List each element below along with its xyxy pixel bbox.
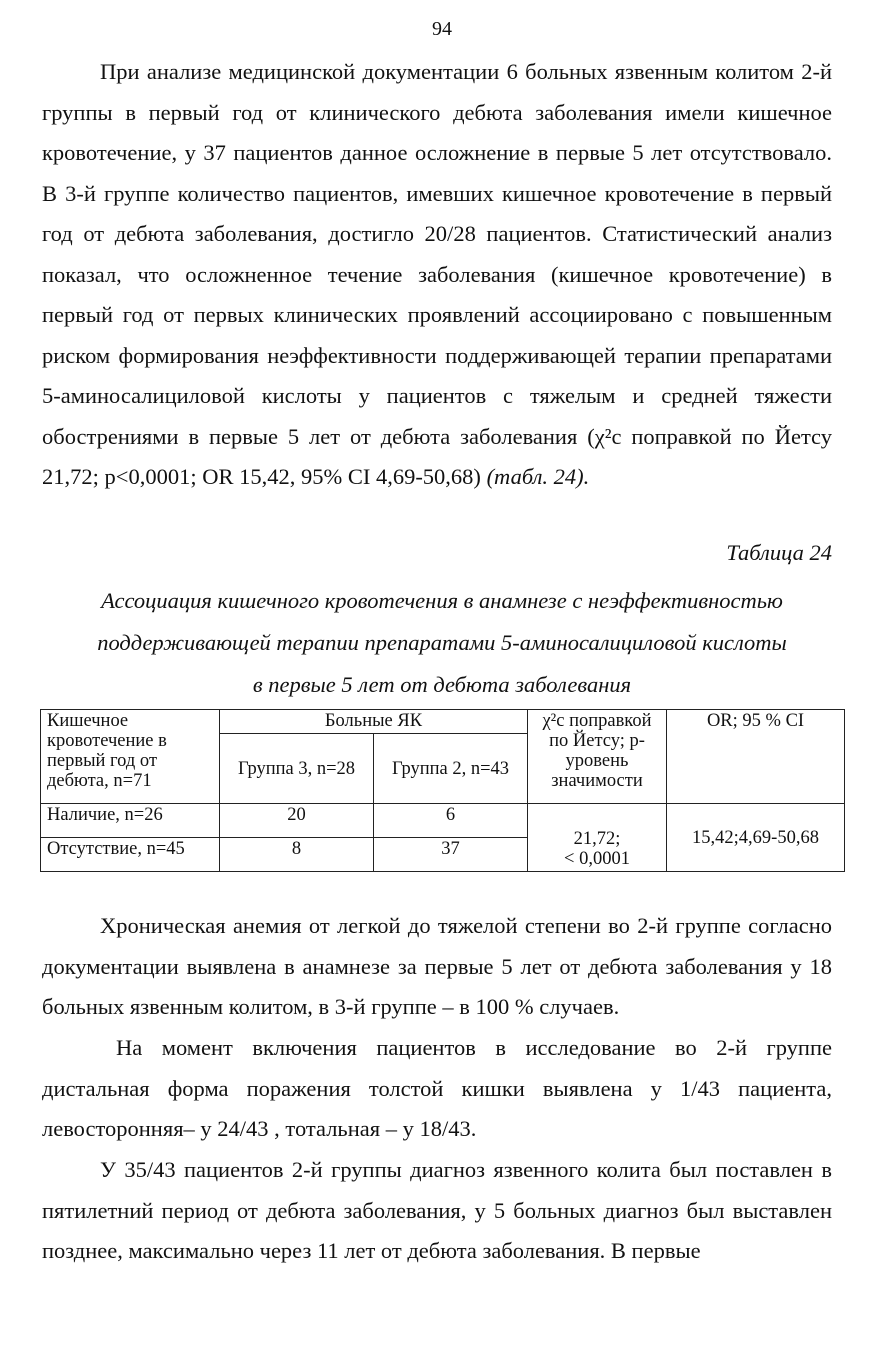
header-chi-square: χ²с поправкой по Йетсу; р-уровень значимости	[528, 710, 667, 804]
header-group-2: Группа 2, n=43	[374, 734, 528, 804]
page-number: 94	[432, 18, 452, 40]
table-title	[42, 580, 842, 706]
table-header-row	[41, 710, 845, 734]
paragraph-1-text: При анализе медицинской документации 6 больных язвенным колитом 2-й группы в первый год от клинического дебюта заболевания имели кишечное кровотечение, у 37 пациентов данное осложнение в первые 5 лет отсутствовало. В 3-й группе количество пациентов, имевших кишечное кровотечение в первый год от дебюта заболевания, достигло 20/28 пациентов. Статистический анализ показал, что осложненное течение заболевания (кишечное кровотечение) в первый год от первых клинических проявлений ассоциировано с повышенным риском формирования неэффективности поддерживающей терапии препаратами 5-аминосалициловой кислоты у пациентов с тяжелым и средней тяжести обострениями в первые 5 лет от дебюта заболевания (χ²с поправкой по Йетсу 21,72; р<0,0001; OR 15,42, 95% CI 4,69-50,68)	[42, 59, 832, 489]
table-row	[41, 804, 845, 838]
cell-group2-absent: 37	[374, 838, 528, 872]
header-group-3: Группа 3, n=28	[220, 734, 374, 804]
paragraph-2: Хроническая анемия от легкой до тяжелой степени во 2-й группе согласно документации выявлена в анамнезе за первые 5 лет от дебюта заболевания у 18 больных язвенным колитом, в 3-й группе – в 100 % случаев.	[42, 913, 832, 1019]
table-title-line-2: поддерживающей терапии препаратами 5-аминосалициловой кислоты	[97, 630, 787, 655]
data-table	[40, 709, 845, 872]
chi-value-statistic: 21,72;	[573, 829, 621, 849]
table-title-line-3: в первые 5 лет от дебюта заболевания	[252, 672, 632, 697]
cell-group3-absent: 8	[220, 838, 374, 872]
cell-chi-value	[528, 804, 667, 872]
chi-value-p: < 0,0001	[564, 849, 630, 869]
table-number: Таблица 24	[726, 540, 832, 565]
header-patients: Больные ЯК	[220, 710, 528, 734]
header-odds-ratio: OR; 95 % CI	[667, 710, 845, 804]
paragraph-1	[42, 52, 832, 498]
row-label-present: Наличие, n=26	[41, 804, 220, 838]
paragraph-4: У 35/43 пациентов 2-й группы диагноз язвенного колита был поставлен в пятилетний период от дебюта заболевания, у 5 больных диагноз был выставлен позднее, максимально через 11 лет от дебюта заболевания. В первые	[42, 1157, 832, 1263]
row-label-absent: Отсутствие, n=45	[41, 838, 220, 872]
cell-group3-present: 20	[220, 804, 374, 838]
cell-group2-present: 6	[374, 804, 528, 838]
paragraph-3: На момент включения пациентов в исследование во 2-й группе дистальная форма поражения толстой кишки выявлена у 1/43 пациента, левосторонняя– у 24/43 , тотальная – у 18/43.	[42, 1035, 832, 1141]
table-title-line-1: Ассоциация кишечного кровотечения в анамнезе с неэффективностью	[101, 588, 783, 613]
table-reference: (табл. 24).	[486, 464, 590, 489]
header-bleeding: Кишечное кровотечение в первый год от дебюта, n=71	[41, 710, 220, 804]
cell-or-value: 15,42;4,69-50,68	[667, 804, 845, 872]
